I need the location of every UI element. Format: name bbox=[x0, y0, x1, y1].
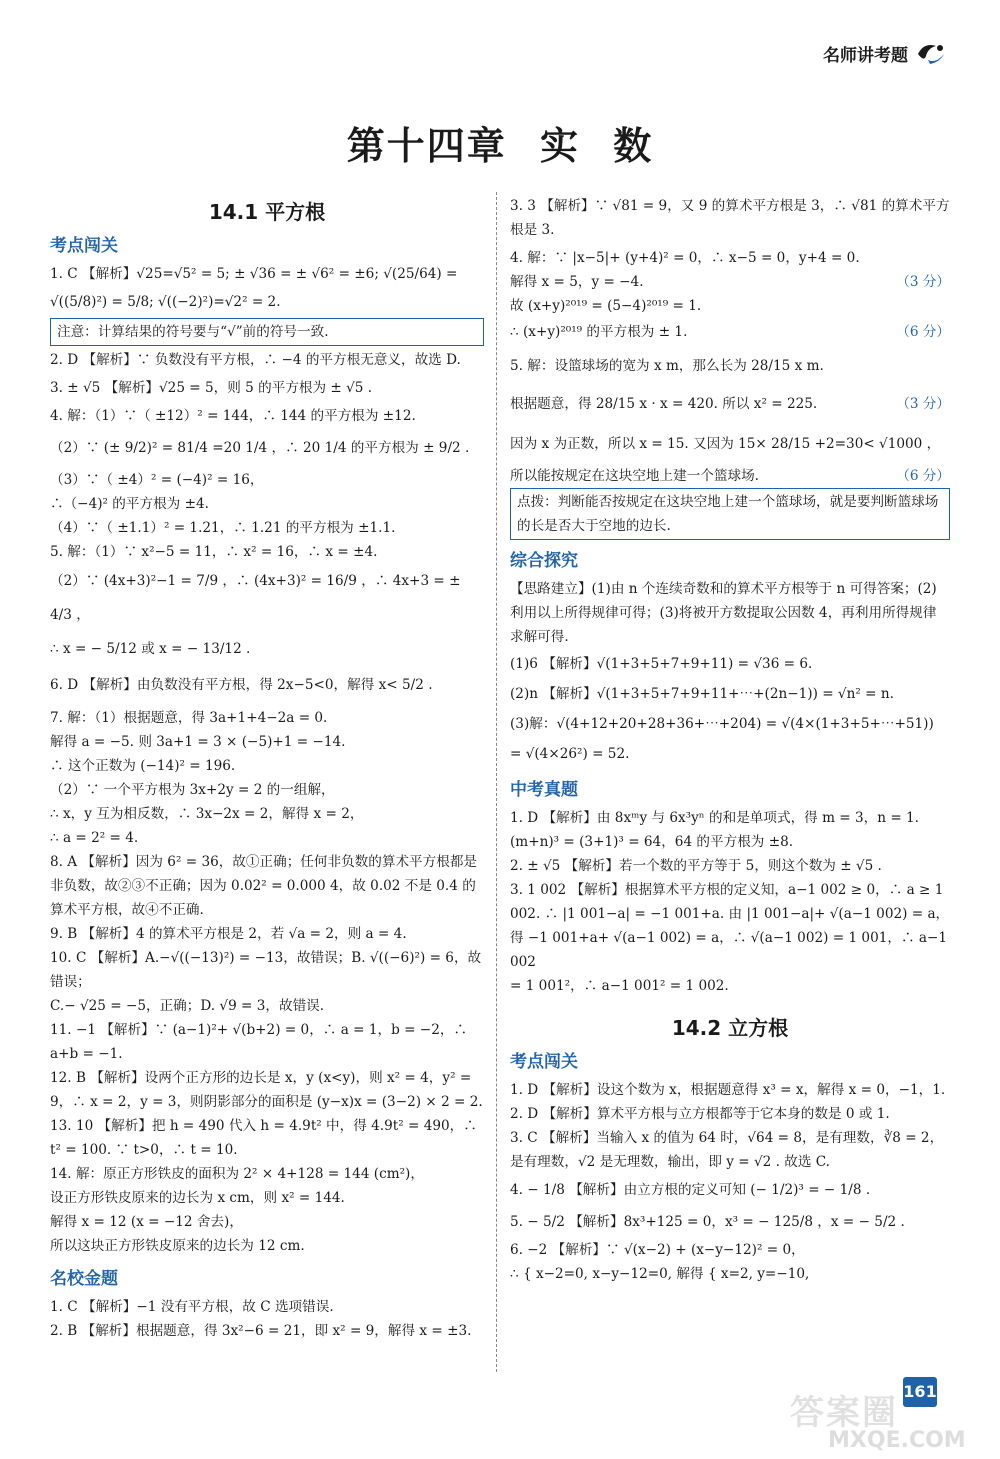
answer-item bbox=[510, 320, 950, 344]
answer-item: （3）∵（ ±4）² = (−4)² = 16， bbox=[50, 472, 264, 488]
answer-item: 13. 10 【解析】把 h = 490 代入 h = 4.9t² 中，得 4.9t² = 490，∴ t² = 100. ∵ t>0，∴ t = 10. bbox=[50, 1118, 477, 1158]
answer-item: 解得 x = 12 (x = −12 舍去)， bbox=[50, 1214, 243, 1230]
chapter-title: 第十四章 实 数 bbox=[346, 123, 654, 168]
answer-text: ∴ (x+y)²⁰¹⁹ 的平方根为 ± 1. bbox=[510, 324, 688, 340]
subsection-mingxiao: 名校金题 bbox=[50, 1269, 118, 1289]
answer-text: 解得 x = 5，y = −4. bbox=[510, 274, 644, 290]
answer-item: C.− √25 = −5，正确；D. √9 = 3，故错误. bbox=[50, 998, 325, 1014]
answer-item: 3. 3 【解析】∵ √81 = 9，又 9 的算术平方根是 3，∴ √81 的算术平方根是 3. bbox=[510, 198, 950, 238]
answer-item: 得 −1 001+a+ √(a−1 002) = a，∴ √(a−1 002) = 1 001，∴ a−1 002 bbox=[510, 930, 948, 970]
brand-logo-icon bbox=[914, 40, 948, 66]
score-mark: （3 分） bbox=[896, 396, 950, 412]
answer-item: （2）∵ (± 9/2)² = 81/4 =20 1/4 ，∴ 20 1/4 的平方根为 ± 9/2 . bbox=[50, 440, 470, 456]
answer-item: 3. C 【解析】当输入 x 的值为 64 时，√64 = 8，是有理数，∛8 = 2， bbox=[510, 1130, 944, 1146]
answer-item: (2)n 【解析】√(1+3+5+7+9+11+⋯+(2n−1)) = √n² = n. bbox=[510, 686, 894, 702]
right-column bbox=[510, 192, 950, 1286]
answer-item: 2. D 【解析】算术平方根与立方根都等于它本身的数是 0 或 1. bbox=[510, 1106, 890, 1122]
column-divider bbox=[496, 192, 497, 1372]
answer-item: 3. ± √5 【解析】√25 = 5，则 5 的平方根为 ± √5 . bbox=[50, 380, 373, 396]
answer-item: 2. ± √5 【解析】若一个数的平方等于 5，则这个数为 ± √5 . bbox=[510, 858, 882, 874]
answer-item: 6. −2 【解析】∵ √(x−2) + (x−y−12)² = 0， bbox=[510, 1242, 805, 1258]
answer-item: ∴ x = − 5/12 或 x = − 13/12 . bbox=[50, 641, 251, 657]
answer-item: 14. 解：原正方形铁皮的面积为 2² × 4+128 = 144 (cm²)， bbox=[50, 1166, 424, 1182]
answer-item bbox=[510, 464, 950, 488]
answer-item: 1. C 【解析】√25=√5² = 5; ± √36 = ± √6² = ±6; √(25/64) = bbox=[50, 266, 458, 282]
answer-text: 根据题意，得 28/15 x · x = 420. 所以 x² = 225. bbox=[510, 396, 818, 412]
watermark bbox=[790, 1385, 990, 1455]
answer-item: = √(4×26²) = 52. bbox=[510, 746, 630, 762]
score-mark: （6 分） bbox=[896, 324, 950, 340]
answer-item: 4. 解：（1）∵（ ±12）² = 144，∴ 144 的平方根为 ±12. bbox=[50, 408, 416, 424]
header-brand bbox=[823, 40, 948, 66]
answer-item: 故 (x+y)²⁰¹⁹ = (5−4)²⁰¹⁹ = 1. bbox=[510, 298, 702, 314]
answer-item: (1)6 【解析】√(1+3+5+7+9+11) = √36 = 6. bbox=[510, 656, 813, 672]
answer-item: （2）∵ 一个平方根为 3x+2y = 2 的一组解， bbox=[50, 782, 335, 798]
answer-item: 1. D 【解析】由 8xᵐy 与 6x³yⁿ 的和是单项式，得 m = 3，n = 1. bbox=[510, 810, 920, 826]
answer-item: 解得 a = −5. 则 3a+1 = 3 × (−5)+1 = −14. bbox=[50, 734, 346, 750]
answer-item: 所以这块正方形铁皮原来的边长为 12 cm. bbox=[50, 1238, 305, 1254]
watermark-url: MXQE.COM bbox=[828, 1428, 966, 1453]
answer-item: 5. − 5/2 【解析】8x³+125 = 0，x³ = − 125/8 ，x = − 5/2 . bbox=[510, 1214, 905, 1230]
answer-item: （4）∵（ ±1.1）² = 1.21，∴ 1.21 的平方根为 ±1.1. bbox=[50, 520, 396, 536]
answer-item bbox=[510, 270, 950, 294]
answer-item: 2. B 【解析】根据题意，得 3x²−6 = 21，即 x² = 9，解得 x = ±3. bbox=[50, 1323, 472, 1339]
answer-item: ∴ { x−2=0, x−y−12=0, 解得 { x=2, y=−10, bbox=[510, 1266, 810, 1282]
answer-item: 1. C 【解析】−1 没有平方根，故 C 选项错误. bbox=[50, 1299, 334, 1315]
answer-item: (3)解：√(4+12+20+28+36+⋯+204) = √(4×(1+3+5+⋯+51)) bbox=[510, 716, 934, 732]
answer-text: 所以能按规定在这块空地上建一个篮球场. bbox=[510, 468, 760, 484]
subsection-kaodian-2: 考点闯关 bbox=[510, 1052, 578, 1072]
answer-item: 因为 x 为正数，所以 x = 15. 又因为 15× 28/15 +2=30< √1000 ， bbox=[510, 436, 941, 452]
answer-item: (m+n)³ = (3+1)³ = 64，64 的平方根为 ±8. bbox=[510, 834, 794, 850]
answer-item: √((5/8)²) = 5/8; √((−2)²)=√2² = 2. bbox=[50, 294, 281, 310]
answer-item: ∴ a = 2² = 4. bbox=[50, 830, 139, 846]
subsection-zhongkao: 中考真题 bbox=[510, 780, 578, 800]
answer-item: ∴ x，y 互为相反数，∴ 3x−2x = 2，解得 x = 2， bbox=[50, 806, 364, 822]
answer-item bbox=[510, 384, 950, 424]
answer-item: 5. 解：（1）∵ x²−5 = 11，∴ x² = 16，∴ x = ±4. bbox=[50, 544, 378, 560]
answer-item: 【思路建立】(1)由 n 个连续奇数和的算术平方根等于 n 可得答案；(2)利用以上所得规律可得；(3)将被开方数提取公因数 4，再利用所得规律求解可得. bbox=[510, 581, 937, 645]
answer-item: 4. 解：∵ |x−5|+ (y+4)² = 0，∴ x−5 = 0，y+4 = 0. bbox=[510, 250, 860, 266]
answer-item: 9. B 【解析】4 的算术平方根是 2，若 √a = 2，则 a = 4. bbox=[50, 926, 407, 942]
subsection-kaodian: 考点闯关 bbox=[50, 236, 118, 256]
answer-item: = 1 001²，∴ a−1 001² = 1 002. bbox=[510, 978, 729, 994]
answer-item: 7. 解：（1）根据题意，得 3a+1+4−2a = 0. bbox=[50, 710, 328, 726]
answer-item: 2. D 【解析】∵ 负数没有平方根，∴ −4 的平方根无意义，故选 D. bbox=[50, 352, 461, 368]
answer-item: 12. B 【解析】设两个正方形的边长是 x，y (x<y)，则 x² = 4，y² = 9，∴ x = 2，y = 3，则阴影部分的面积是 (y−x)x = (3−2) × 2 = 2. bbox=[50, 1070, 483, 1110]
left-column bbox=[50, 192, 484, 1343]
answer-item: 3. 1 002 【解析】根据算术平方根的定义知，a−1 002 ≥ 0，∴ a ≥ 1 002. ∴ |1 001−a| = −1 001+a. 由 |1 001−a|+ √(a−1 002) = a， bbox=[510, 882, 950, 922]
answer-item: 11. −1 【解析】∵ (a−1)²+ √(b+2) = 0，∴ a = 1，b = −2，∴ a+b = −1. bbox=[50, 1022, 468, 1062]
tip-box: 点拨：判断能否按规定在这块空地上建一个篮球场，就是要判断篮球场的长是否大于空地的边长. bbox=[510, 488, 950, 540]
answer-item: （2）∵ (4x+3)²−1 = 7/9 ，∴ (4x+3)² = 16/9 ，∴ 4x+3 = ± 4/3 ， bbox=[50, 573, 461, 623]
answer-item: ∴ 这个正数为 (−14)² = 196. bbox=[50, 758, 236, 774]
note-box: 注意：计算结果的符号要与“√”前的符号一致. bbox=[50, 318, 484, 346]
answer-item: 5. 解：设篮球场的宽为 x m，那么长为 28/15 x m. bbox=[510, 358, 824, 374]
watermark-text: 答案圈 bbox=[790, 1393, 898, 1433]
answer-item: ∴（−4)² 的平方根为 ±4. bbox=[50, 496, 209, 512]
answer-item: 1. D 【解析】设这个数为 x，根据题意得 x³ = x，解得 x = 0，−1，1. bbox=[510, 1082, 946, 1098]
brand-text: 名师讲考题 bbox=[823, 45, 908, 66]
page-number: 161 bbox=[903, 1377, 937, 1407]
answer-item: 10. C 【解析】A.−√((−13)²) = −13，故错误；B. √((−6)²) = 6，故错误； bbox=[50, 950, 482, 990]
answer-item: 6. D 【解析】由负数没有平方根，得 2x−5<0，解得 x< 5/2 . bbox=[50, 677, 433, 693]
answer-item: 是有理数，√2 是无理数，输出，即 y = √2 . 故选 C. bbox=[510, 1154, 830, 1170]
section-title-14-1: 14.1 平方根 bbox=[208, 200, 326, 224]
section-title-14-2: 14.2 立方根 bbox=[671, 1016, 789, 1040]
answer-item: 4. − 1/8 【解析】由立方根的定义可知 (− 1/2)³ = − 1/8 . bbox=[510, 1182, 871, 1198]
answer-item: 设正方形铁皮原来的边长为 x cm，则 x² = 144. bbox=[50, 1190, 345, 1206]
answer-item: 8. A 【解析】因为 6² = 36，故①正确；任何非负数的算术平方根都是非负数，故②③不正确；因为 0.02² = 0.000 4，故 0.02 不是 0.4 的算术平方根，故④不正确. bbox=[50, 854, 478, 918]
score-mark: （3 分） bbox=[896, 274, 950, 290]
score-mark: （6 分） bbox=[896, 468, 950, 484]
subsection-zonghe: 综合探究 bbox=[510, 551, 578, 571]
